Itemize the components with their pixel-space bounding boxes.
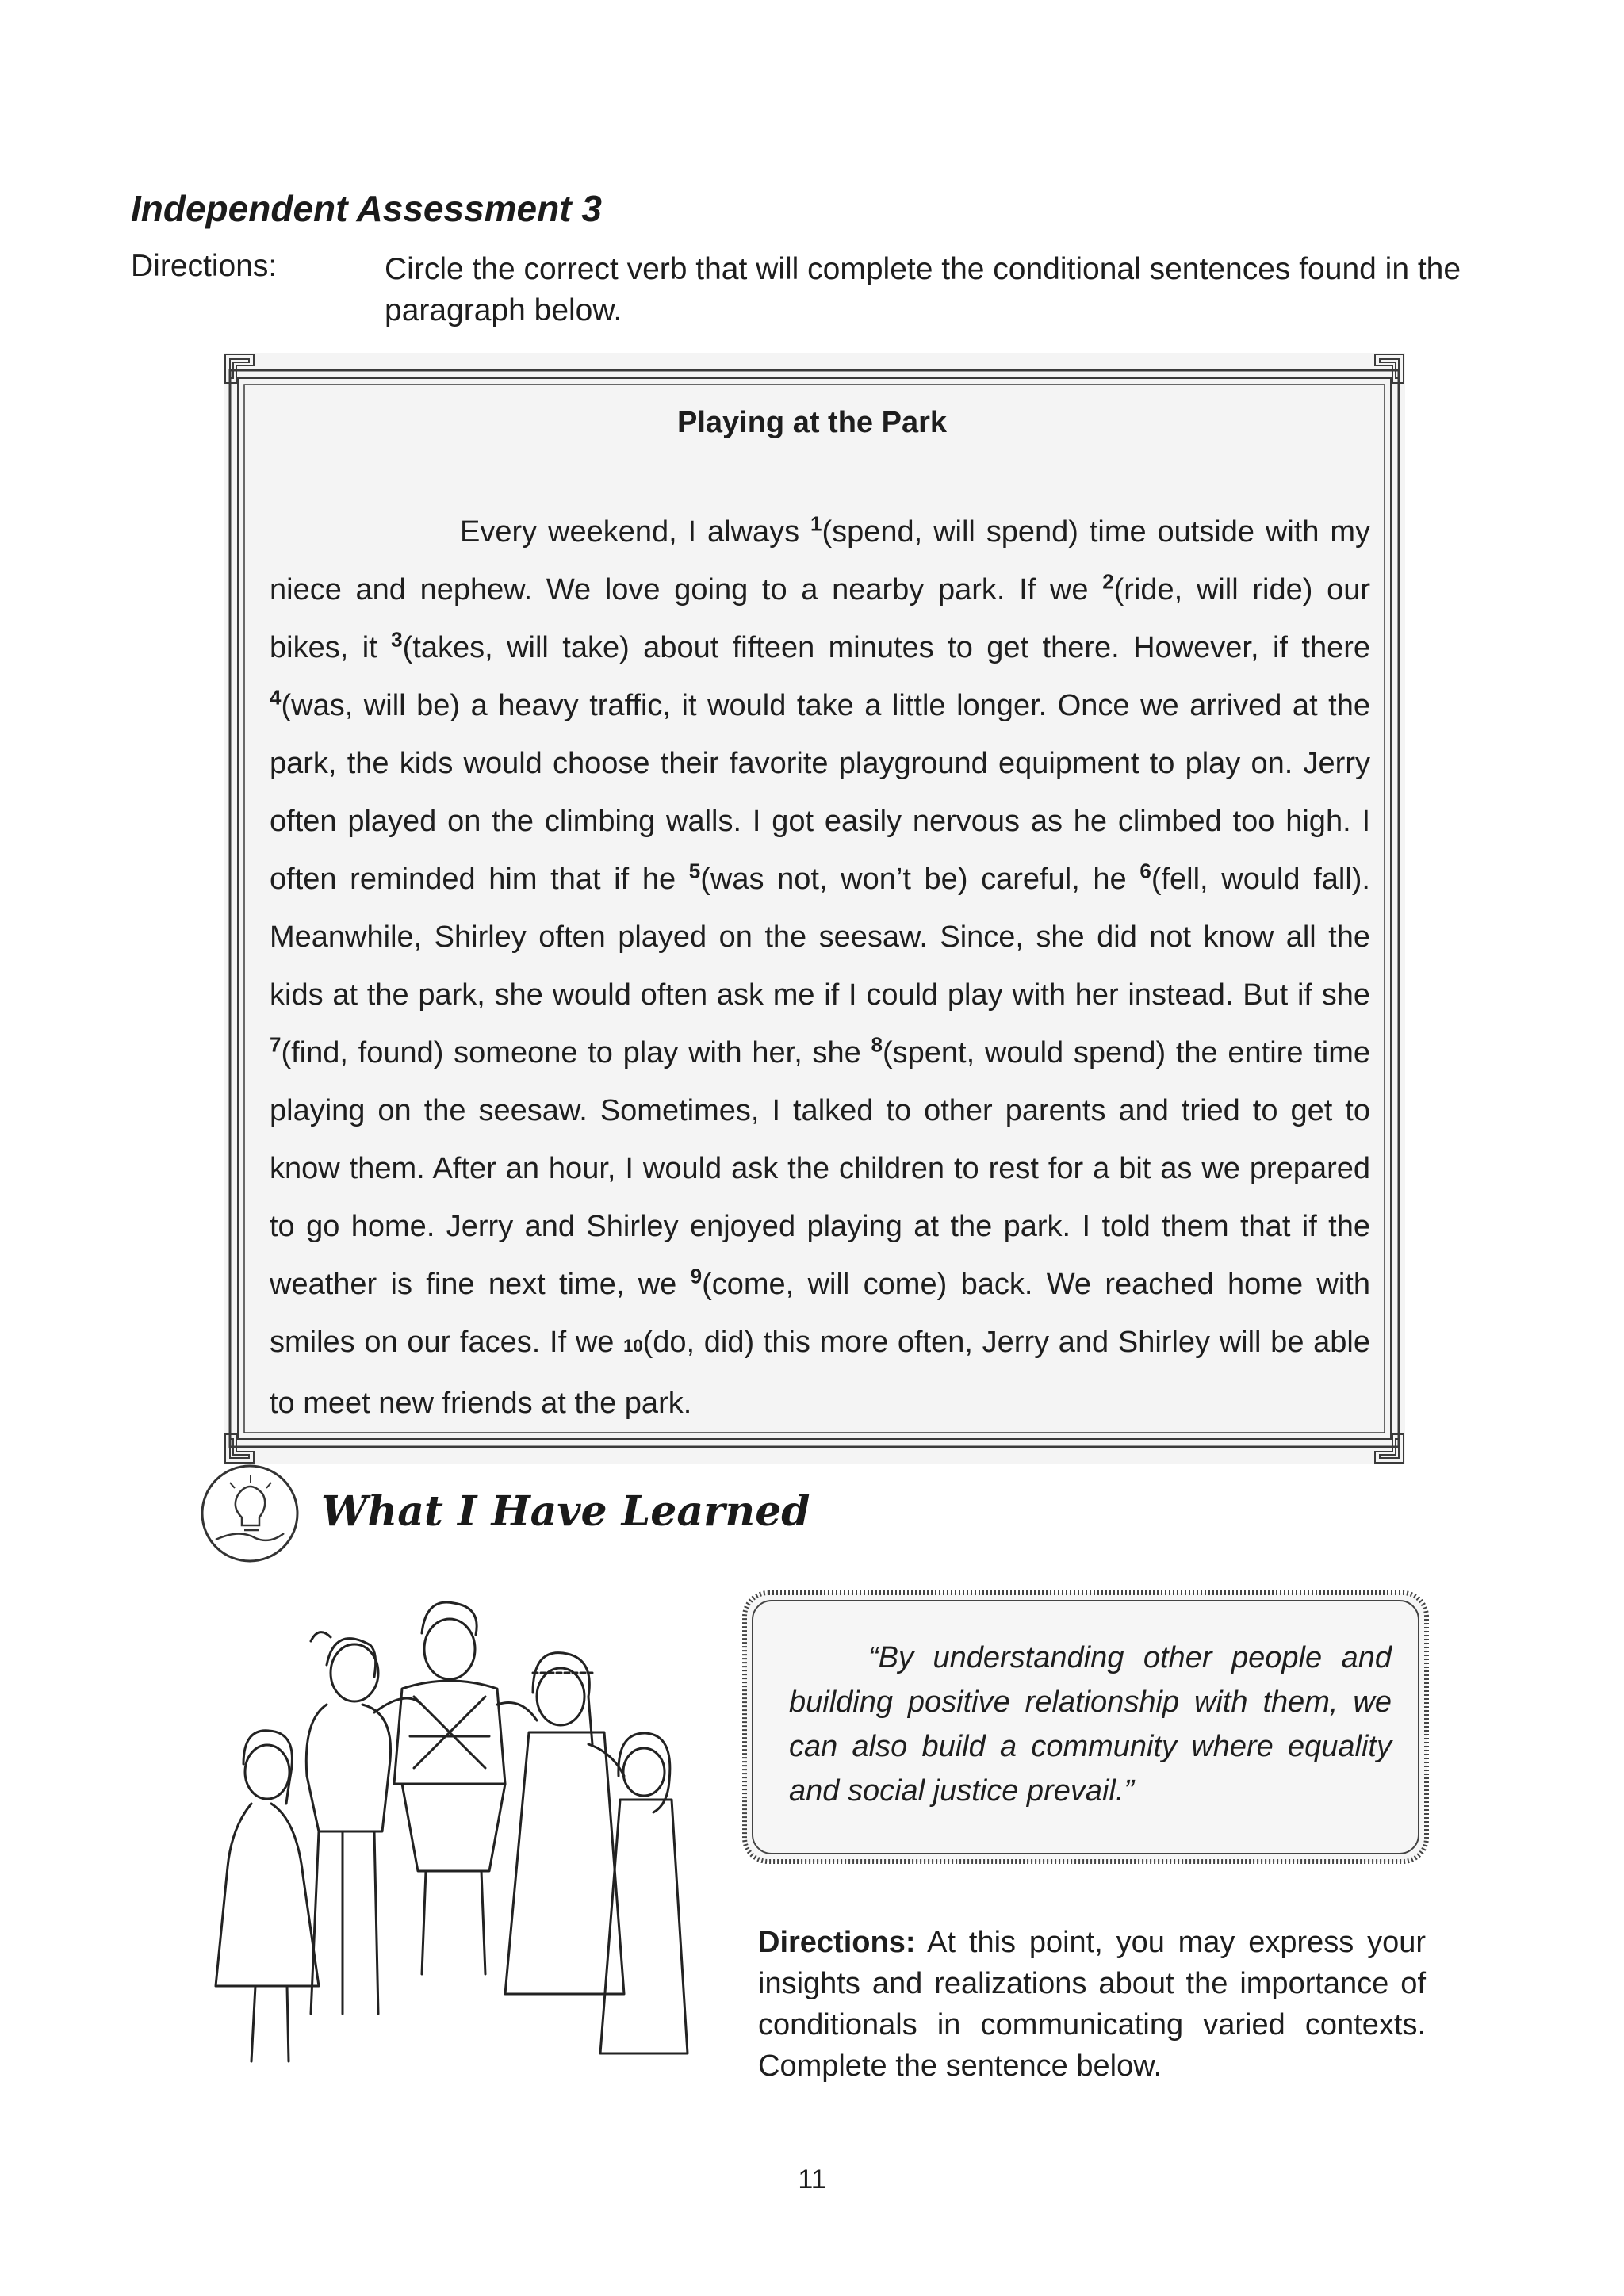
story-text-segment: (spend, will spend) time outside with my niece and nephew. We love going to a nearby park. If we: [270, 515, 1370, 607]
learned-directions-text: At this point, you may express your insights and realizations about the importance of conditionals in communicating varied contexts. Complete the sentence below.: [758, 1926, 1426, 2083]
story-text-segment: (fell, would fall). Meanwhile, Shirley often played on the seesaw. Since, she did not know all the kids at the park, she would often ask me if I could play with her instead. But if she: [270, 863, 1370, 1012]
directions-text: Circle the correct verb that will complete the conditional sentences found in the paragraph below.: [385, 252, 1461, 327]
lightbulb-hand-icon: [198, 1462, 301, 1565]
item-number: 2: [1102, 569, 1114, 594]
item-number: 1: [810, 511, 822, 536]
quote-text: “By understanding other people and building positive relationship with them, we can also build a community where equality and social justice prevail.”: [789, 1641, 1392, 1808]
item-number: 8: [871, 1032, 883, 1057]
item-number: 3: [391, 627, 403, 652]
item-number: 4: [270, 685, 282, 710]
item-number: 10: [623, 1336, 643, 1356]
story-text-segment: Every weekend, I always: [460, 515, 811, 549]
item-number: 6: [1139, 859, 1151, 883]
directions-label: Directions:: [131, 249, 278, 283]
learned-directions: [758, 1922, 1426, 2087]
story-text-segment: (was not, won’t be) careful, he: [700, 863, 1140, 896]
quote-box: [741, 1590, 1430, 1865]
item-number: 9: [690, 1264, 703, 1288]
story-title: Playing at the Park: [676, 406, 947, 439]
story-text-segment: (spent, would spend) the entire time playing on the seesaw. Sometimes, I talked to other parents and tried to get to know them. After an hour, I would ask the children to rest for a bit as we prepared to go home. Jerry and Shirley enjoyed playing at the park. I told them that if the weather is fine next time, we: [270, 1036, 1370, 1301]
story-text-segment: (ride, will ride) our bikes, it: [270, 573, 1370, 664]
diverse-people-illustration: [208, 1594, 723, 2085]
story-text-segment: (takes, will take) about fifteen minutes to get there. However, if there: [402, 631, 1370, 664]
learned-directions-label: Directions:: [758, 1926, 916, 1959]
item-number: 7: [270, 1032, 282, 1057]
item-number: 5: [688, 859, 701, 883]
section-title: What I Have Learned: [321, 1487, 810, 1536]
assessment-heading: Independent Assessment 3: [131, 188, 602, 229]
story-text-segment: (do, did) this more often, Jerry and Shirley will be able to meet new friends at the park.: [270, 1326, 1370, 1420]
page-number: 11: [798, 2164, 826, 2195]
story-text-segment: (come, will come) back. We reached home with smiles on our faces. If we: [270, 1268, 1370, 1359]
story-paragraph: [270, 503, 1370, 1433]
story-text-segment: (find, found) someone to play with her, she: [281, 1036, 871, 1070]
story-text-segment: (was, will be) a heavy traffic, it would take a little longer. Once we arrived at the park, the kids would choose their favorite playground equipment to play on. Jerry often played on the climbing walls. I got easily nervous as he climbed too high. I often reminded him that if he: [270, 689, 1370, 896]
